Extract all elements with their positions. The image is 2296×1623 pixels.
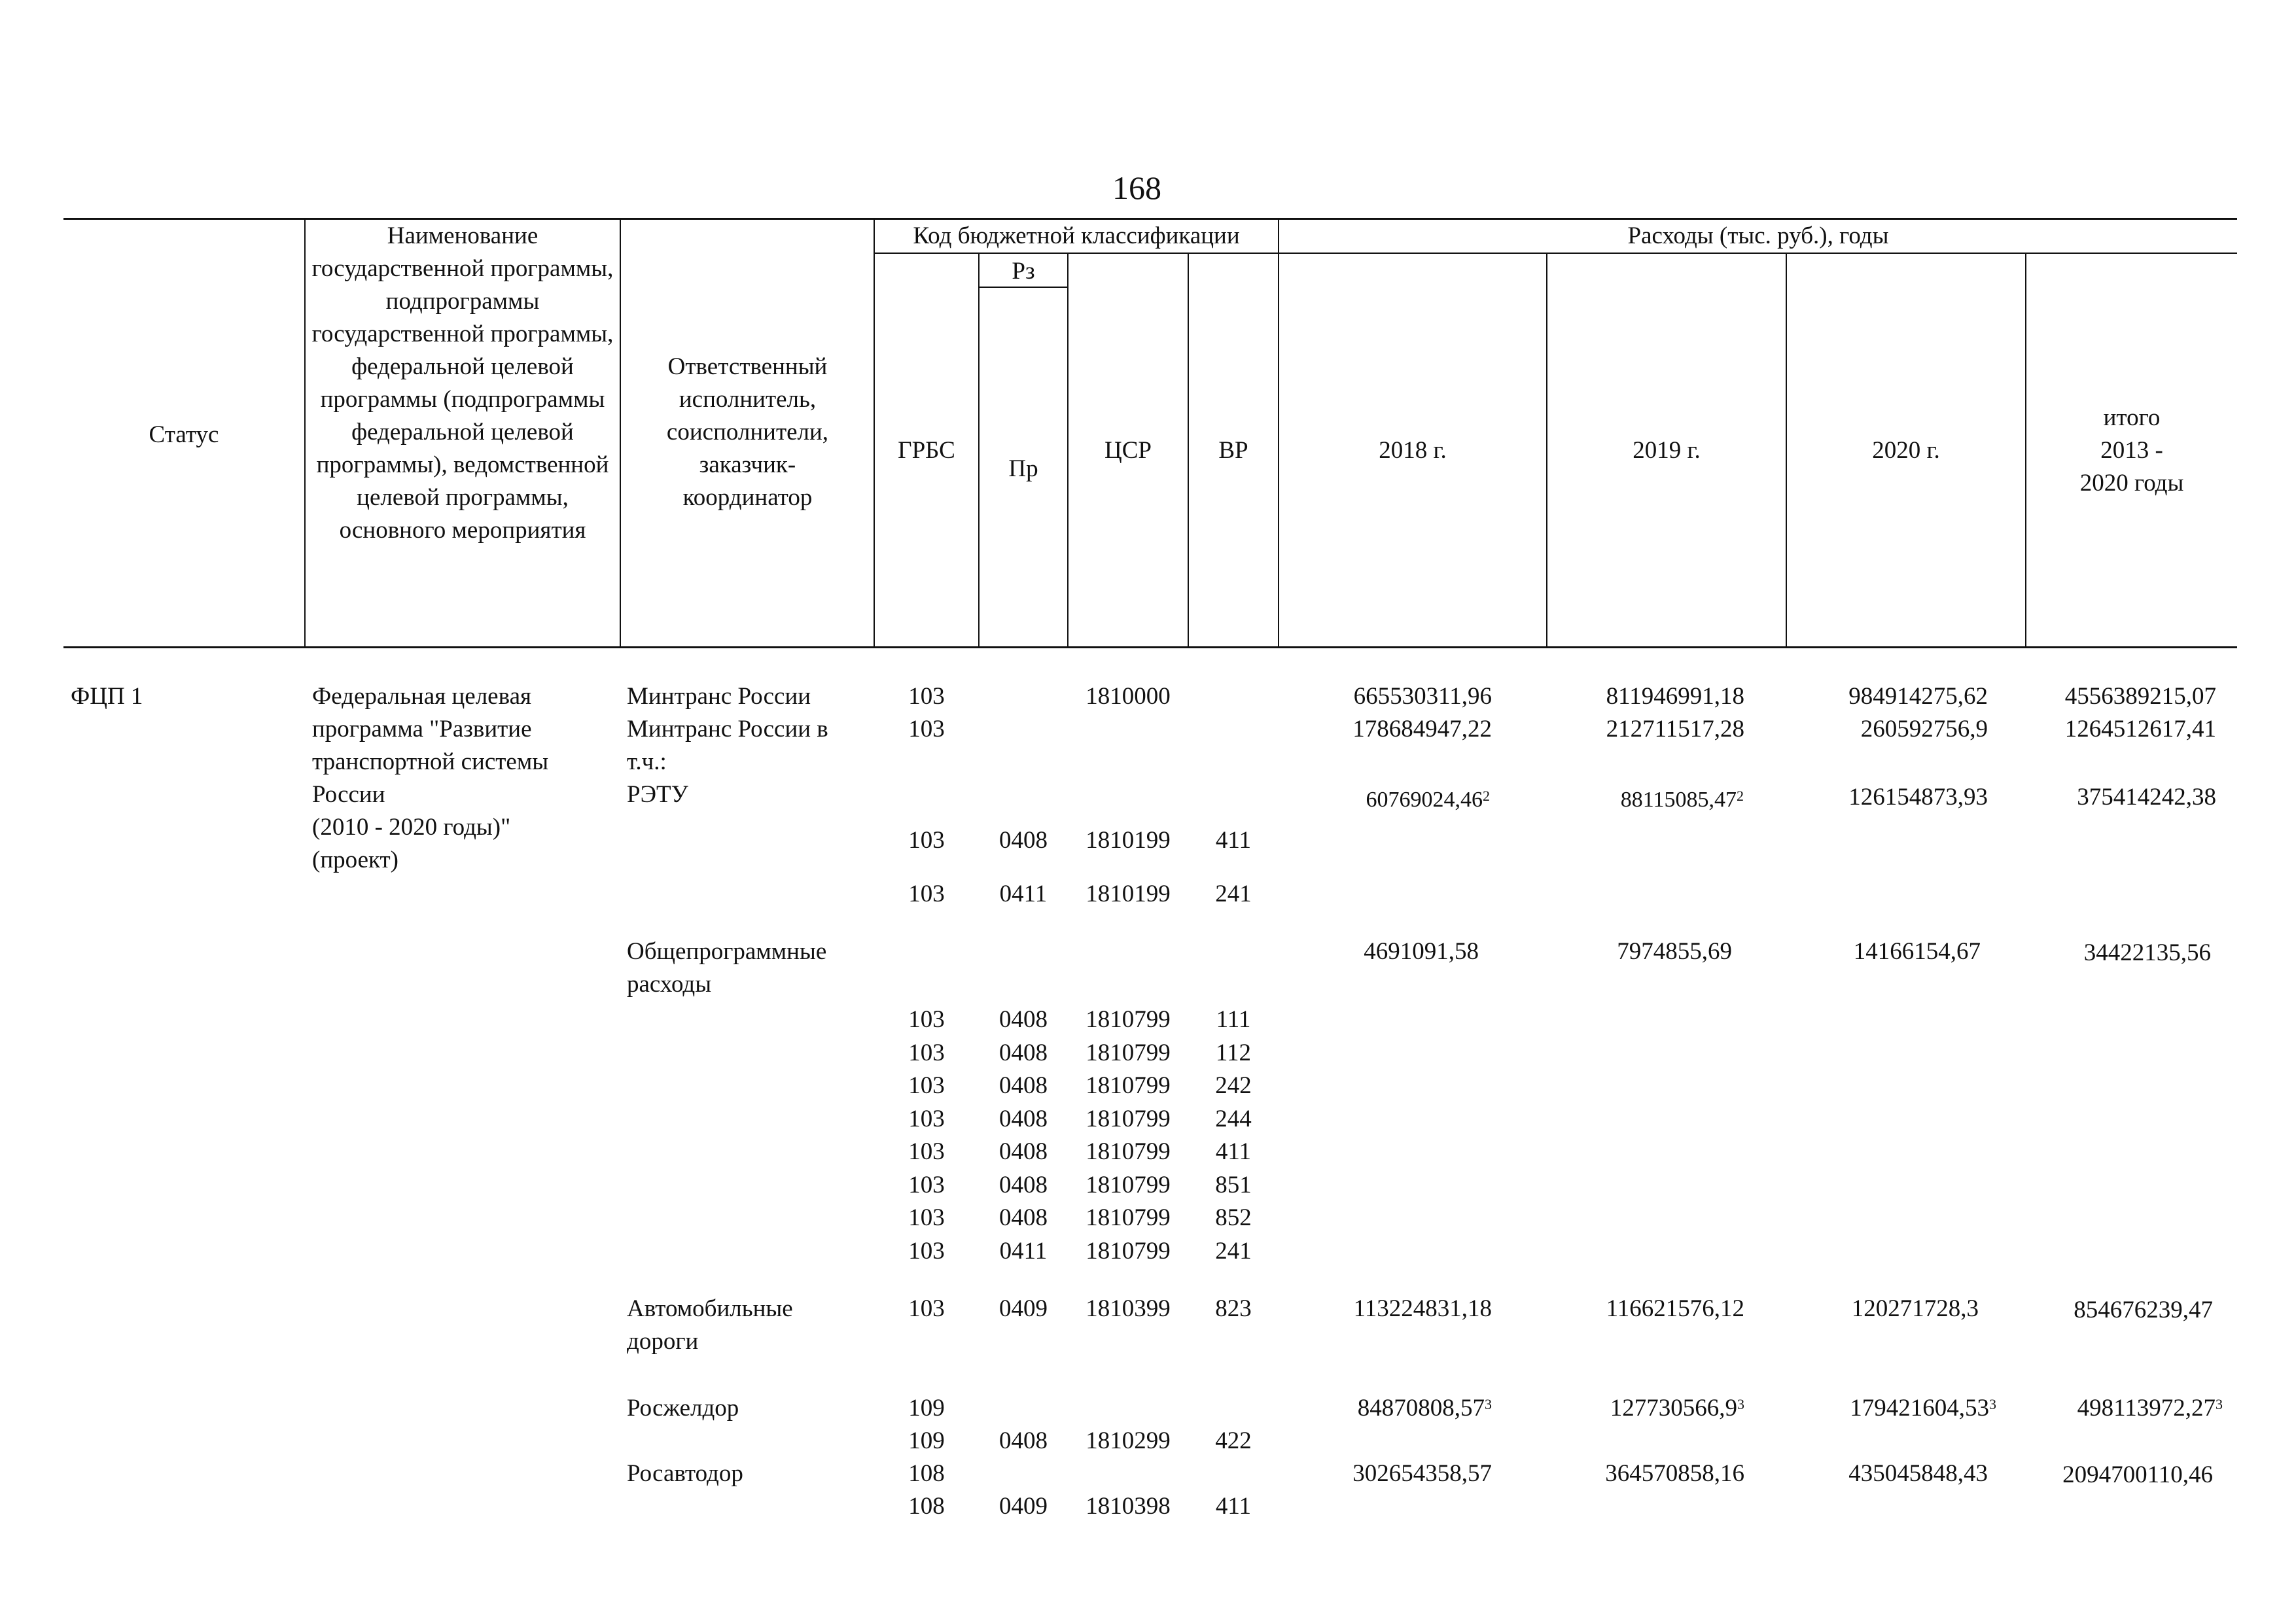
amount-value: 179421604,53 — [1850, 1395, 1989, 1422]
code-grbs: 103 — [908, 683, 945, 710]
code-vr: 422 — [1215, 1427, 1252, 1454]
header-total-line3: 2020 годы — [2079, 470, 2184, 497]
amount-2018: 302654358,57 — [1352, 1460, 1492, 1487]
code-rz: 0408 — [999, 827, 1048, 854]
row-name-line: (2010 - 2020 годы)" — [312, 814, 511, 841]
col-divider-vr — [1278, 218, 1279, 648]
amount-2018 — [1279, 784, 1490, 816]
header-grbs: ГРБС — [898, 437, 955, 464]
amount-2019 — [1547, 1392, 1744, 1425]
resp-obsh-line2: расходы — [627, 971, 712, 998]
code-csr: 1810799 — [1086, 1204, 1171, 1231]
code-csr: 1810799 — [1086, 1072, 1171, 1099]
code-csr: 1810399 — [1086, 1295, 1171, 1322]
header-total-line1: итого — [2103, 404, 2161, 431]
code-vr: 823 — [1215, 1295, 1252, 1322]
row-name — [312, 680, 548, 877]
code-rz: 0408 — [999, 1072, 1048, 1099]
code-vr: 241 — [1215, 1237, 1252, 1265]
code-rz: 0408 — [999, 1105, 1048, 1132]
code-grbs: 103 — [908, 1171, 945, 1198]
row-name-line: России — [312, 781, 385, 808]
amount-total: 1264512617,41 — [2064, 716, 2216, 742]
amount-2020: 435045848,43 — [1848, 1460, 1988, 1487]
footnote-mark: 2 — [1737, 788, 1744, 804]
code-rz: 0408 — [999, 1204, 1048, 1231]
amount-value: 498113972,27 — [2077, 1395, 2216, 1422]
header-total-line2: 2013 - — [2100, 437, 2163, 464]
amount-2019: 7974855,69 — [1617, 938, 1732, 965]
amount-total: 854676239,47 — [2074, 1297, 2213, 1323]
resp-obsh — [627, 935, 826, 1001]
code-grbs: 109 — [908, 1395, 945, 1422]
amount-2019: 116621576,12 — [1606, 1295, 1744, 1322]
code-vr: 242 — [1215, 1072, 1252, 1099]
code-grbs: 108 — [908, 1460, 945, 1487]
col-divider-resp — [874, 218, 875, 648]
col-divider-name — [620, 218, 621, 648]
amount-value: 84870808,57 — [1357, 1395, 1485, 1422]
amount-2018: 665530311,96 — [1353, 683, 1492, 710]
header-total — [2026, 402, 2237, 500]
resp-incl-note: т.ч.: — [627, 748, 667, 775]
code-vr: 112 — [1215, 1039, 1252, 1066]
code-rz: 0409 — [999, 1493, 1048, 1520]
code-rz: 0408 — [999, 1138, 1048, 1165]
col-divider-grbs — [978, 253, 980, 648]
code-grbs: 103 — [908, 1204, 945, 1231]
header-2019: 2019 г. — [1633, 437, 1701, 464]
amount-2019: 212711517,28 — [1606, 716, 1744, 742]
code-grbs: 103 — [908, 716, 945, 742]
code-grbs: 103 — [908, 1138, 945, 1165]
code-csr: 1810299 — [1086, 1427, 1171, 1454]
amount-total — [2026, 1392, 2223, 1425]
code-rz: 0408 — [999, 1039, 1048, 1066]
expenses-subheader-rule — [1279, 253, 2237, 254]
code-grbs: 103 — [908, 827, 945, 854]
code-rz: 0411 — [999, 881, 1048, 907]
code-rz: 0408 — [999, 1427, 1048, 1454]
code-vr: 411 — [1215, 1493, 1252, 1520]
code-vr: 411 — [1215, 827, 1252, 854]
code-rz: 0408 — [999, 1006, 1048, 1033]
header-responsible: Ответственный исполнитель, соисполнители, заказчик-координатор — [666, 353, 829, 511]
col-divider-status — [304, 218, 306, 648]
amount-2018: 178684947,22 — [1352, 716, 1492, 742]
amount-total: 2094700110,46 — [2062, 1461, 2213, 1488]
amount-2020: 14166154,67 — [1853, 938, 1981, 965]
page-number: 168 — [1112, 169, 1161, 206]
footnote-mark: 3 — [1737, 1396, 1744, 1412]
amount-2018 — [1279, 1392, 1492, 1425]
code-csr: 1810000 — [1086, 683, 1171, 710]
header-csr: ЦСР — [1104, 437, 1152, 464]
footnote-mark: 3 — [1989, 1396, 1996, 1412]
code-vr: 111 — [1216, 1006, 1251, 1033]
code-csr: 1810199 — [1086, 881, 1171, 907]
code-grbs: 103 — [908, 1105, 945, 1132]
header-2018: 2018 г. — [1379, 437, 1447, 464]
code-grbs: 103 — [908, 1295, 945, 1322]
code-rz: 0409 — [999, 1295, 1048, 1322]
header-rz: Рз — [1012, 258, 1035, 285]
header-pr: Пр — [1008, 455, 1038, 482]
code-grbs: 109 — [908, 1427, 945, 1454]
row-name-line: транспортной системы — [312, 748, 549, 775]
code-grbs: 108 — [908, 1493, 945, 1520]
code-csr: 1810799 — [1086, 1171, 1171, 1198]
code-grbs: 103 — [908, 1006, 945, 1033]
code-csr: 1810799 — [1086, 1006, 1171, 1033]
amount-2019: 811946991,18 — [1606, 683, 1744, 710]
code-grbs: 103 — [908, 881, 945, 907]
amount-2018: 113224831,18 — [1353, 1295, 1492, 1322]
amount-2019: 364570858,16 — [1605, 1460, 1744, 1487]
code-csr: 1810799 — [1086, 1138, 1171, 1165]
header-bottom-rule — [63, 646, 2237, 648]
resp-avto-line1: Автомобильные — [627, 1295, 793, 1322]
amount-value: 127730566,9 — [1610, 1395, 1737, 1422]
amount-total: 375414242,38 — [2077, 784, 2216, 811]
code-vr: 411 — [1215, 1138, 1252, 1165]
code-rz: 0408 — [999, 1171, 1048, 1198]
code-rz: 0411 — [999, 1237, 1048, 1265]
header-expenses: Расходы (тыс. руб.), годы — [1627, 222, 1889, 249]
footnote-mark: 3 — [2216, 1396, 2223, 1412]
code-csr: 1810199 — [1086, 827, 1171, 854]
row-status: ФЦП 1 — [71, 683, 143, 710]
code-grbs: 103 — [908, 1237, 945, 1265]
amount-2020 — [1787, 1392, 1996, 1425]
row-name-line: (проект) — [312, 846, 398, 873]
code-csr: 1810799 — [1086, 1237, 1171, 1265]
amount-2020: 126154873,93 — [1848, 784, 1988, 811]
resp-avto — [627, 1293, 793, 1358]
header-2020: 2020 г. — [1872, 437, 1940, 464]
resp-avto-line2: дороги — [627, 1328, 699, 1355]
resp-mintrans: Минтранс России — [627, 683, 811, 710]
amount-value: 60769024,46 — [1366, 788, 1483, 812]
row-name-line: Федеральная целевая — [312, 683, 532, 710]
code-csr: 1810799 — [1086, 1105, 1171, 1132]
code-csr: 1810799 — [1086, 1039, 1171, 1066]
code-grbs: 103 — [908, 1072, 945, 1099]
amount-2020: 260592756,9 — [1860, 716, 1988, 742]
code-vr: 852 — [1215, 1204, 1252, 1231]
amount-2019 — [1547, 784, 1744, 816]
amount-2018: 4691091,58 — [1364, 938, 1479, 965]
header-vr: ВР — [1218, 437, 1248, 464]
code-grbs: 103 — [908, 1039, 945, 1066]
resp-mintrans-incl: Минтранс России в — [627, 716, 828, 742]
amount-2020: 120271728,3 — [1851, 1295, 1979, 1322]
row-name-line: программа "Развитие — [312, 716, 532, 742]
resp-obsh-line1: Общепрограммные — [627, 938, 827, 965]
budget-subheader-rule — [875, 253, 1278, 254]
amount-value: 88115085,47 — [1620, 788, 1737, 812]
amount-2020: 984914275,62 — [1848, 683, 1988, 710]
footnote-mark: 2 — [1483, 788, 1490, 804]
resp-retu: РЭТУ — [627, 781, 688, 808]
resp-rad: Росавтодор — [627, 1460, 743, 1487]
footnote-mark: 3 — [1485, 1396, 1492, 1412]
header-status: Статус — [149, 421, 219, 448]
code-vr: 244 — [1215, 1105, 1252, 1132]
header-budget-code: Код бюджетной классификации — [913, 222, 1240, 249]
resp-rzd: Росжелдор — [627, 1395, 739, 1422]
code-vr: 241 — [1215, 881, 1252, 907]
code-csr: 1810398 — [1086, 1493, 1171, 1520]
amount-total: 4556389215,07 — [2064, 683, 2216, 710]
amount-total: 34422135,56 — [2083, 939, 2211, 966]
header-name: Наименование государственной программы, подпрограммы государственной программы, федеральной целевой программы (подпрограммы федеральной целевой программы), ведомственной целевой программы, основного мероприятия — [311, 222, 614, 544]
code-vr: 851 — [1215, 1171, 1252, 1198]
